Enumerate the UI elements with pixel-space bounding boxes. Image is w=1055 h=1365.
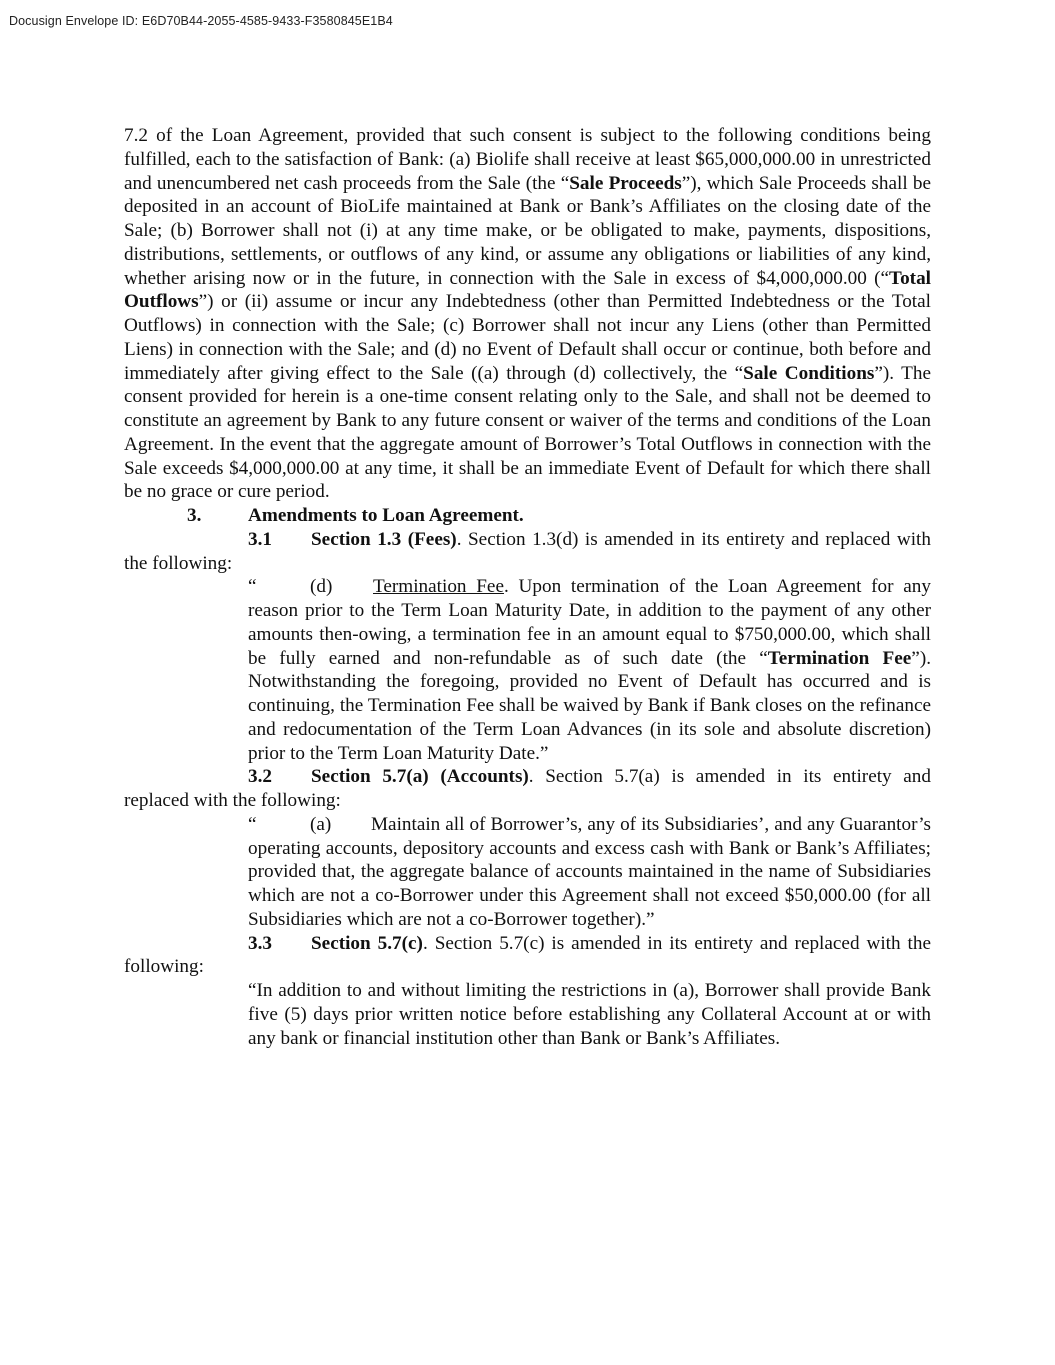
quote-3-1-text-1: . Upon termination of the Loan Agreement for any reason prior to the Term Loan Maturity Date, in addition to the payment of any other amounts then-owing, a termination fee in an amount equal to $750,000.00, which shall be fully earned and non-refundable as of such date (the “ [248,576,931,669]
term-sale-conditions: Sale Conditions [743,362,875,384]
section-3-1-text: . Section 1.3(d) is amended in its entirety and replaced with the following: [124,528,931,574]
quote-3-1-open: “ [248,576,257,598]
quote-accounts [248,813,931,932]
section-3-3-title: Section 5.7(c) [311,932,423,954]
quote-3-1-text-2: ”). Notwithstanding the foregoing, provided no Event of Default has occurred and is continuing, the Termination Fee shall be waived by Bank if Bank closes on the refinance and redocumentation of the Term Loan Advances (in its sole and absolute discretion) prior to the Term Loan Maturity Date.” [248,647,931,764]
quote-3-1-letter: (d) [310,576,333,598]
section-3-heading [124,504,931,528]
quote-3-2-open: “ [248,813,257,835]
term-total-outflows: Total Outflows [124,267,931,313]
intro-text-2: ”), which Sale Proceeds shall be deposited in an account of BioLife maintained at Bank or Bank’s Affiliates on the closing date of the Sale; (b) Borrower shall not (i) at any time make, or be obligated to make, payments, dispositions, distributions, settlements, or outflows of any kind, or assume any obligations or liabilities of any kind, whether arising now or in the future, in connection with the Sale in excess of $4,000,000.00 (“ [124,172,931,289]
envelope-id: Docusign Envelope ID: E6D70B44-2055-4585-9433-F3580845E1B4 [9,14,393,28]
quote-3-2-text: Maintain all of Borrower’s, any of its Subsidiaries’, and any Guarantor’s operating accounts, depository accounts and excess cash with Bank or Bank’s Affiliates; provided that, the aggregate balance of accounts maintained in the name of Subsidiaries which are not a co-Borrower under this Agreement shall not exceed $50,000.00 (for all Subsidiaries which are not a co-Borrower together).” [248,813,931,930]
section-3-2-title: Section 5.7(a) (Accounts) [311,766,529,788]
section-3-1-title: Section 1.3 (Fees) [311,528,457,550]
intro-paragraph [124,124,931,504]
section-3-2-text: . Section 5.7(a) is amended in its entirety and replaced with the following: [124,766,931,811]
quote-termination-fee [248,575,931,765]
document-page [124,124,931,1050]
intro-text-4: ”). The consent provided for herein is a one-time consent relating only to the Sale, and shall not be deemed to constitute an agreement by Bank to any future consent or waiver of the terms and conditions of the Loan Agreement. In the event that the aggregate amount of Borrower’s Total Outflows in connection with the Sale exceeds $4,000,000.00 at any time, it shall be an immediate Event of Default for which there shall be no grace or cure period. [124,362,931,503]
intro-text-1: 7.2 of the Loan Agreement, provided that such consent is subject to the following conditions being fulfilled, each to the satisfaction of Bank: (a) Biolife shall receive at least $65,000,000.00 in unrestricted and unencumbered net cash proceeds from the Sale (the “ [124,125,931,194]
quote-3-1-heading: Termination Fee [373,576,504,598]
section-3-number: 3. [187,505,202,526]
term-sale-proceeds: Sale Proceeds [569,172,682,194]
section-3-2 [124,765,931,813]
section-3-1-number: 3.1 [248,528,272,550]
quote-collateral-account: “In addition to and without limiting the restrictions in (a), Borrower shall provide Bank five (5) days prior written notice before establishing any Collateral Account at or with any bank or financial institution other than Bank or Bank’s Affiliates. [248,980,931,1049]
section-3-title: Amendments to Loan Agreement. [248,505,524,526]
section-3-3 [124,932,931,980]
section-3-3-text: . Section 5.7(c) is amended in its entirety and replaced with the following: [124,932,931,978]
section-3-3-number: 3.3 [248,932,272,954]
section-3-2-number: 3.2 [248,766,272,788]
intro-text-3: ”) or (ii) assume or incur any Indebtedness (other than Permitted Indebtedness or the Total Outflows) in connection with the Sale; (c) Borrower shall not incur any Liens (other than Permitted Liens) in connection with the Sale; and (d) no Event of Default shall occur or continue, both before and immediately after giving effect to the Sale ((a) through (d) collectively, the “ [124,291,931,384]
quote-3-2-letter: (a) [310,813,332,835]
term-termination-fee: Termination Fee [767,647,912,669]
section-3-1 [124,528,931,576]
